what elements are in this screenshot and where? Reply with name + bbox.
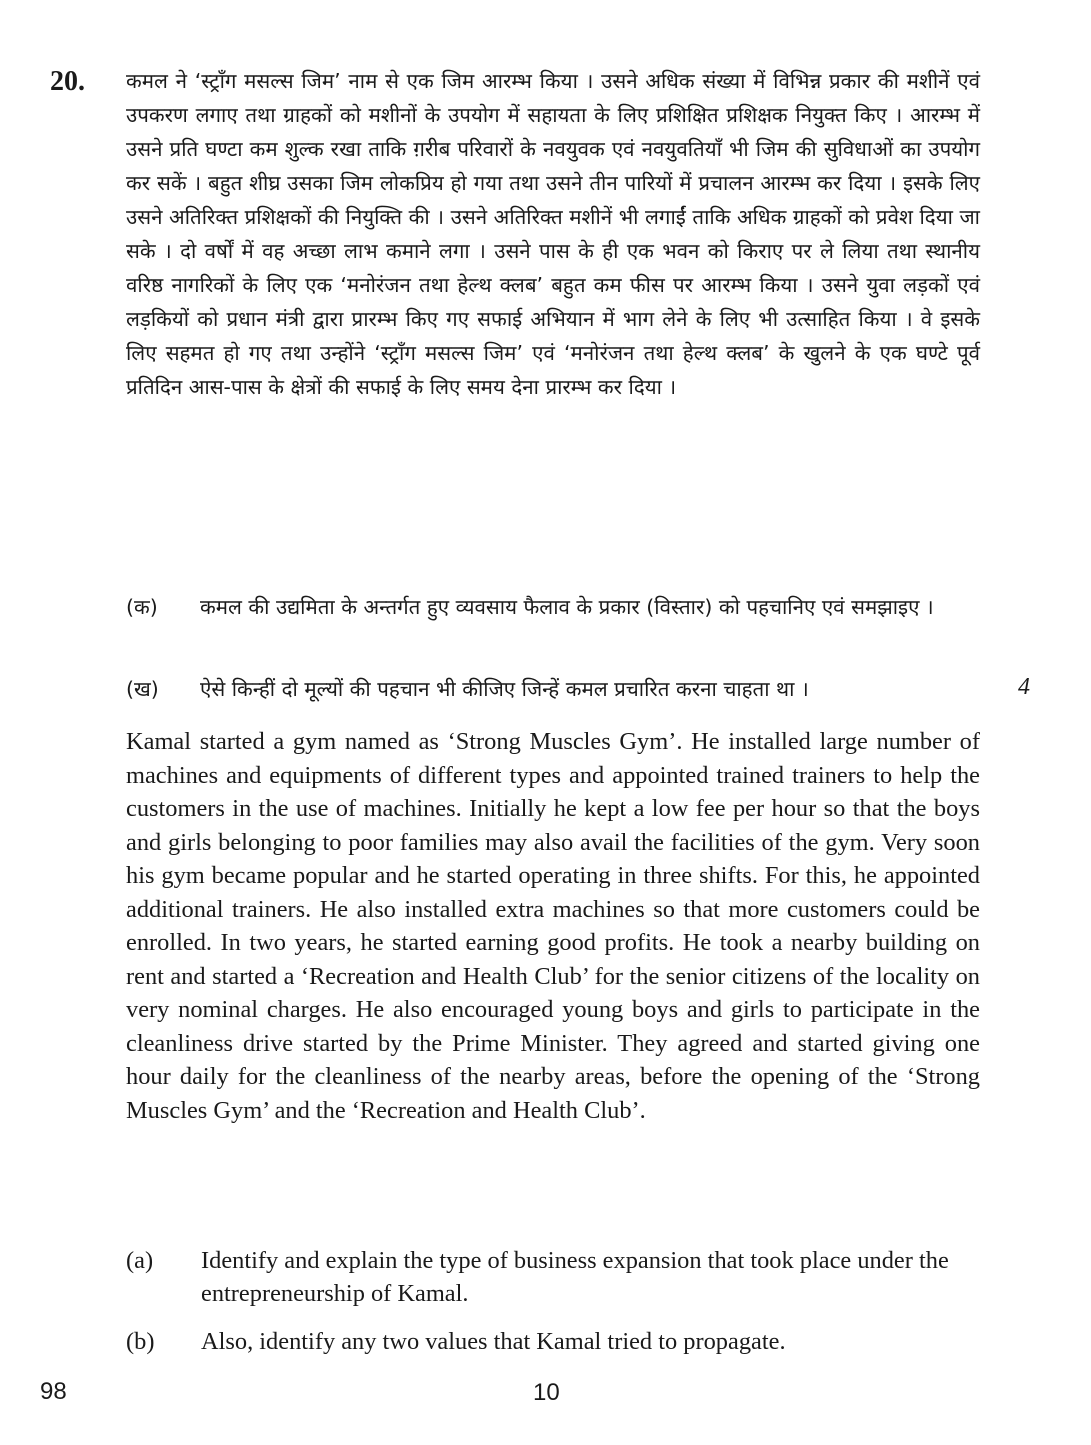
english-subpart-a — [126, 1244, 980, 1310]
subpart-text: कमल की उद्यमिता के अन्तर्गत हुए व्यवसाय फैलाव के प्रकार (विस्तार) को पहचानिए एवं समझाइए । — [200, 595, 934, 619]
question-number: 20. — [50, 66, 85, 97]
page-number: 10 — [533, 1379, 560, 1406]
hindi-subpart-kha — [126, 672, 980, 706]
paper-code: 98 — [40, 1378, 67, 1405]
hindi-subpart-ka — [126, 590, 980, 624]
subpart-label: (b) — [126, 1328, 155, 1355]
subpart-text: Identify and explain the type of business expansion that took place under the entrepreneurship of Kamal. — [201, 1247, 949, 1307]
english-question-paragraph: Kamal started a gym named as ‘Strong Muscles Gym’. He installed large number of machines and equipments of different types and appointed trained trainers to help the customers in the use of machines. Initially he kept a low fee per hour so that the boys and girls belonging to poor families may also avail the facilities of the gym. Very soon his gym became popular and he started operating in three shifts. For this, he appointed additional trainers. He also installed extra machines so that more customers could be enrolled. In two years, he started earning good profits. He took a nearby building on rent and started a ‘Recreation and Health Club’ for the senior citizens of the locality on very nominal charges. He also encouraged young boys and girls to participate in the cleanliness drive started by the Prime Minister. They agreed and started giving one hour daily for the cleanliness of the nearby areas, before the opening of the ‘Strong Muscles Gym’ and the ‘Recreation and Health Club’. — [126, 728, 980, 1124]
marks: 4 — [1018, 674, 1030, 700]
subpart-label: (क) — [126, 595, 158, 619]
english-subpart-b — [126, 1325, 980, 1358]
subpart-label: (ख) — [126, 677, 159, 701]
subpart-text: ऐसे किन्हीं दो मूल्यों की पहचान भी कीजिए जिन्हें कमल प्रचारित करना चाहता था । — [200, 677, 809, 701]
subpart-text: Also, identify any two values that Kamal tried to propagate. — [201, 1328, 786, 1355]
hindi-question-paragraph: कमल ने ‘स्ट्रॉंग मसल्स जिम’ नाम से एक जिम आरम्भ किया । उसने अधिक संख्या में विभिन्न प्रकार की मशीनें एवं उपकरण लगाए तथा ग्राहकों को मशीनों के उपयोग में सहायता के लिए प्रशिक्षित प्रशिक्षक नियुक्त किए । आरम्भ में उसने प्रति घण्टा कम शुल्क रखा ताकि ग़रीब परिवारों के नवयुवक एवं नवयुवतियाँ भी जिम की सुविधाओं का उपयोग कर सकें । बहुत शीघ्र उसका जिम लोकप्रिय हो गया तथा उसने तीन पारियों में प्रचालन आरम्भ कर दिया । इसके लिए उसने अतिरिक्त प्रशिक्षकों की नियुक्ति की । उसने अतिरिक्त मशीनें भी लगाईं ताकि अधिक ग्राहकों को प्रवेश दिया जा सके । दो वर्षों में वह अच्छा लाभ कमाने लगा । उसने पास के ही एक भवन को किराए पर ले लिया तथा स्थानीय वरिष्ठ नागरिकों के लिए एक ‘मनोरंजन तथा हेल्थ क्लब’ बहुत कम फीस पर आरम्भ किया । उसने युवा लड़कों एवं लड़कियों को प्रधान मंत्री द्वारा प्रारम्भ किए गए सफाई अभियान में भाग लेने के लिए भी उत्साहित किया । वे इसके लिए सहमत हो गए तथा उन्होंने ‘स्ट्रॉंग मसल्स जिम’ एवं ‘मनोरंजन तथा हेल्थ क्लब’ के खुलने के एक घण्टे पूर्व प्रतिदिन आस-पास के क्षेत्रों की सफाई के लिए समय देना प्रारम्भ कर दिया । — [126, 69, 980, 399]
subpart-label: (a) — [126, 1247, 154, 1274]
